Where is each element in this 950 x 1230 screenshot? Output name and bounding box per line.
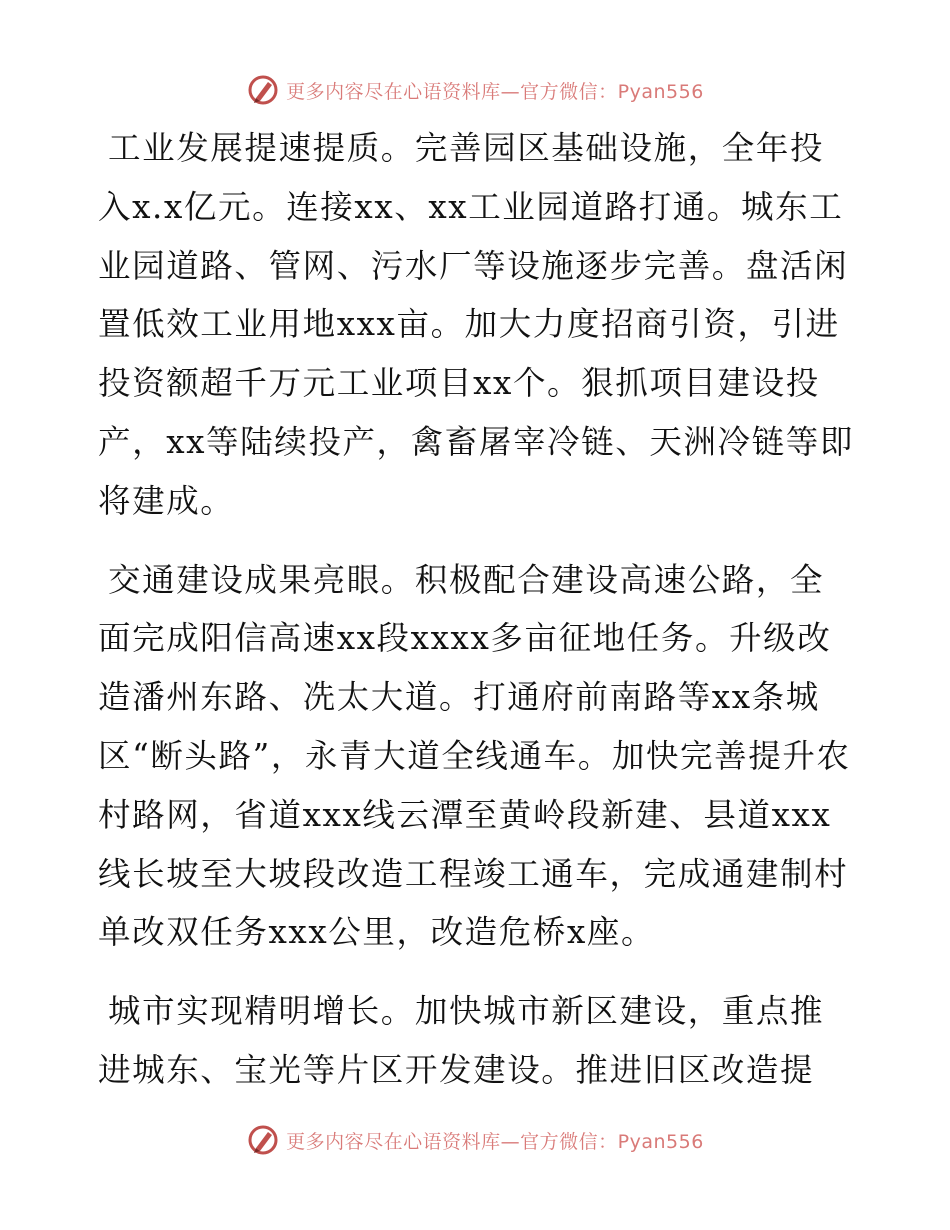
footer-banner [0, 1120, 950, 1160]
paragraph-industry: 工业发展提速提质。完善园区基础设施，全年投入x.x亿元。连接xx、xx工业园道路打通。城东工业园道路、管网、污水厂等设施逐步完善。盘活闲置低效工业用地xxx亩。加大力度招商引资，引进投资额超千万元工业项目xx个。狠抓项目建设投产，xx等陆续投产，禽畜屠宰冷链、天洲冷链等即将建成。 [98, 129, 854, 520]
document-body [98, 119, 858, 1120]
pen-logo-icon [246, 73, 280, 107]
paragraph-transport: 交通建设成果亮眼。积极配合建设高速公路，全面完成阳信高速xx段xxxx多亩征地任务。升级改造潘州东路、冼太大道。打通府前南路等xx条城区“断头路”，永青大道全线通车。加快完善提升农村路网，省道xxx线云潭至黄岭段新建、县道xxx线长坡至大坡段改造工程竣工通车，完成通建制村单改双任务xxx公里，改造危桥x座。 [98, 560, 851, 952]
banner-text: 更多内容尽在心语资料库—官方微信：Pyan556 [286, 1130, 704, 1153]
pen-logo-icon [246, 1123, 280, 1157]
banner-text: 更多内容尽在心语资料库—官方微信：Pyan556 [286, 80, 704, 103]
paragraph-city: 城市实现精明增长。加快城市新区建设，重点推进城东、宝光等片区开发建设。推进旧区改造提 [98, 992, 825, 1089]
header-banner [0, 70, 950, 110]
